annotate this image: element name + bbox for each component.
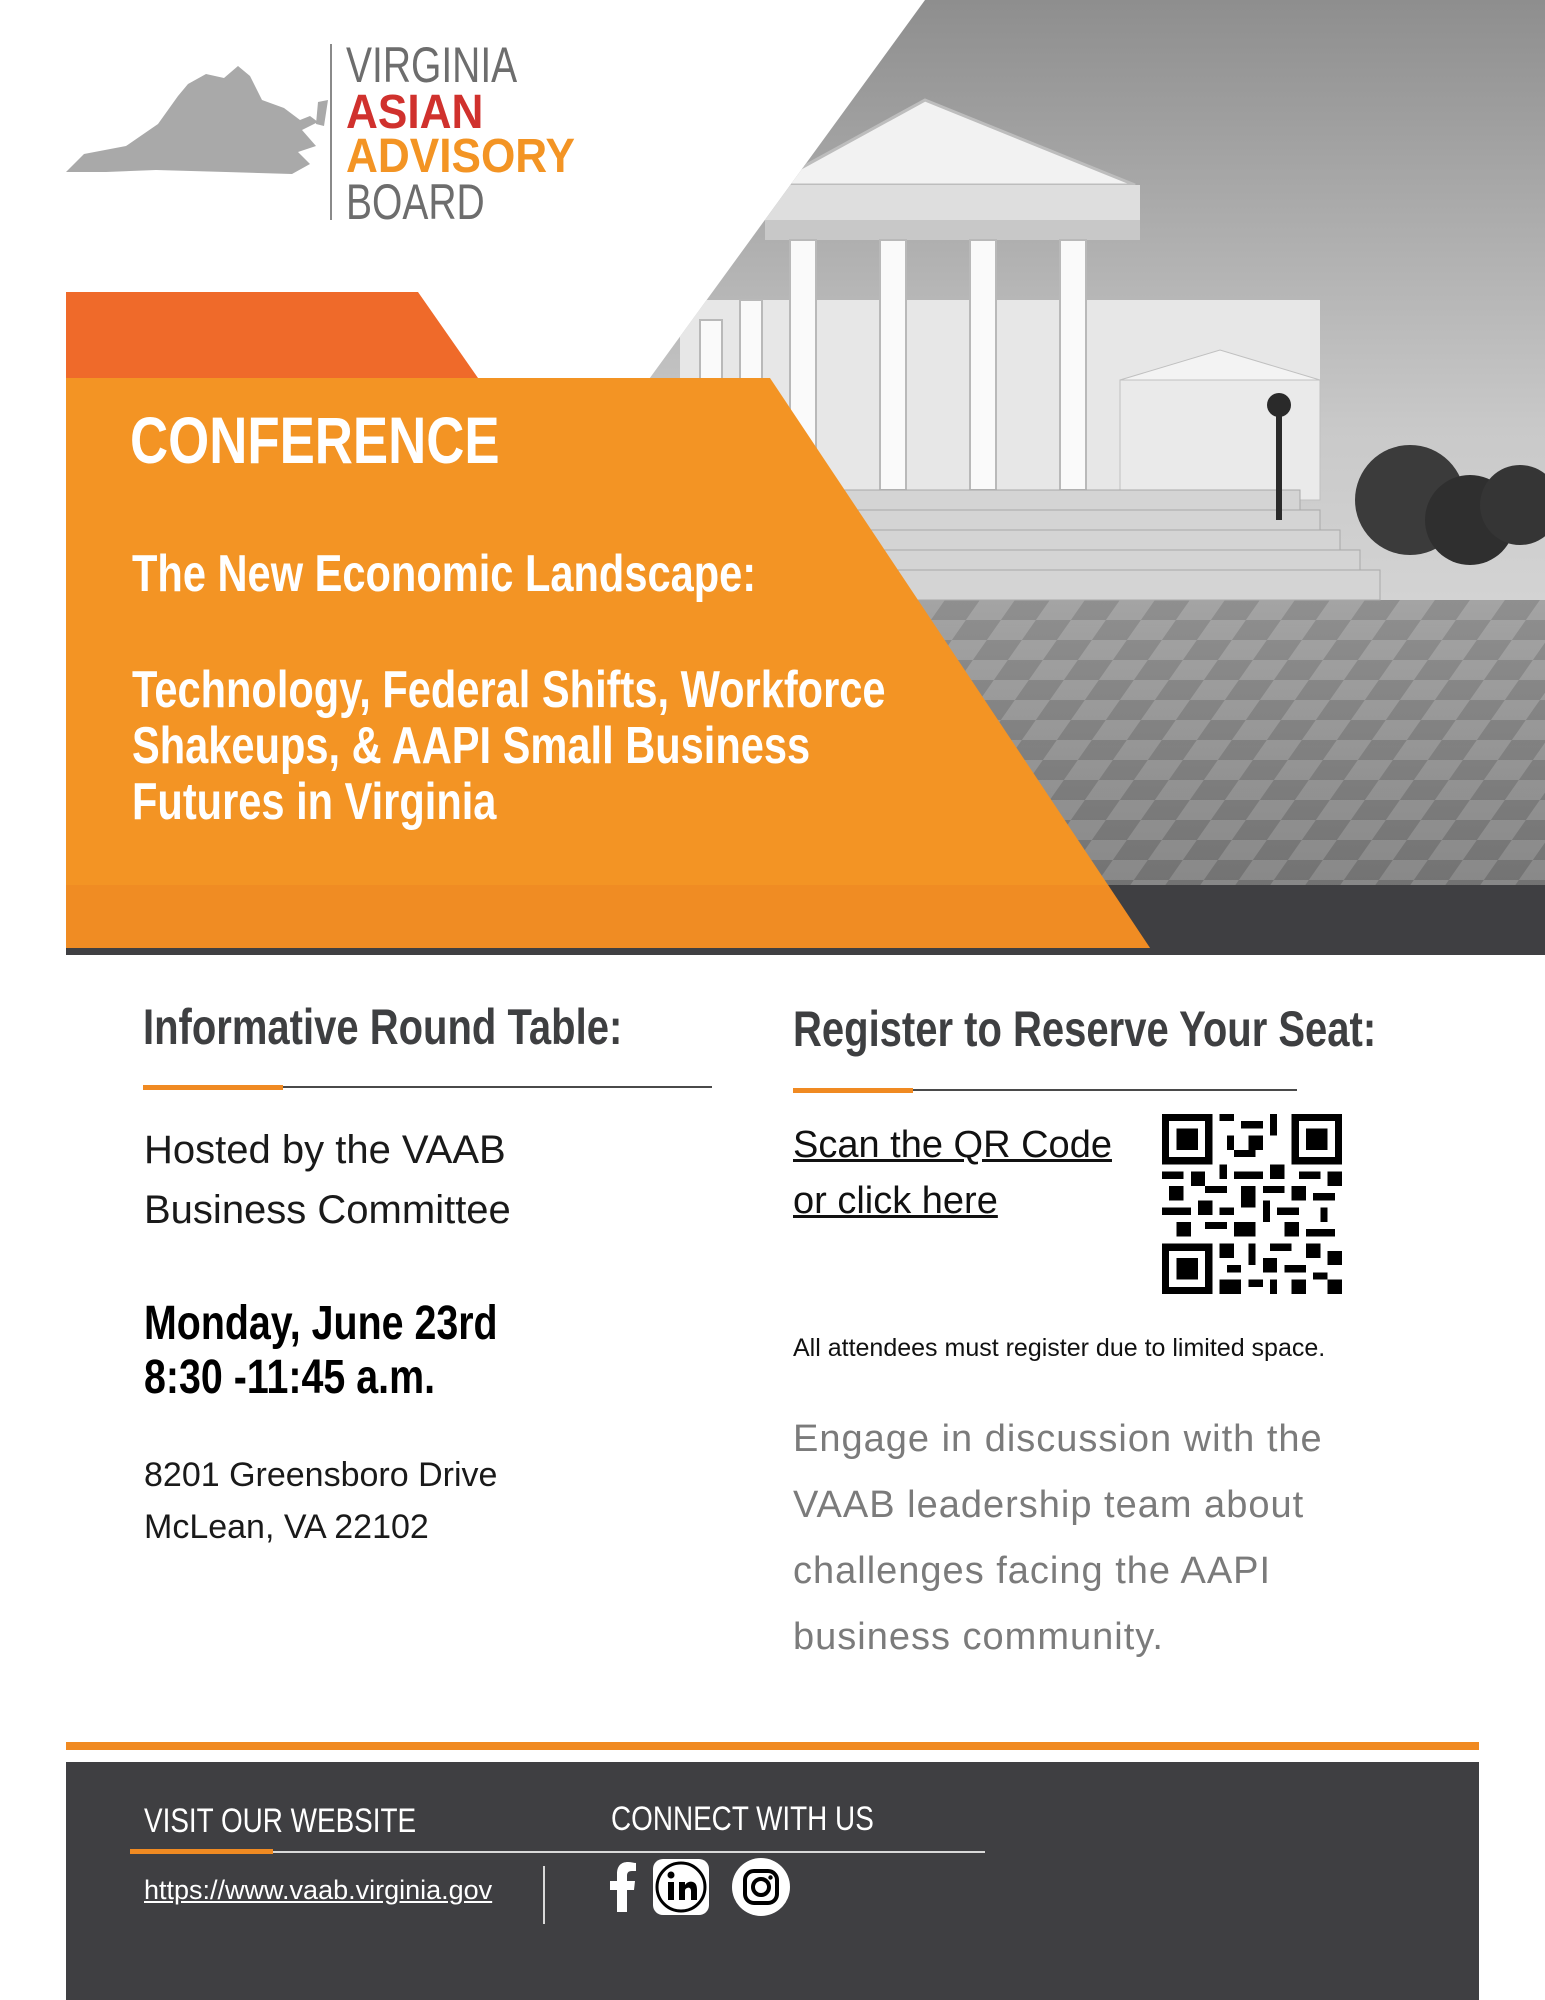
roundtable-heading: Informative Round Table: (143, 999, 623, 1055)
instagram-icon[interactable] (730, 1856, 792, 1918)
host-line: Hosted by the VAAB (144, 1128, 506, 1172)
footer-rule-accent (130, 1849, 273, 1854)
registration-notice: All attendees must register due to limited space. (793, 1334, 1326, 1362)
visit-website-label: VISIT OUR WEBSITE (144, 1802, 417, 1840)
logo-text-board: BOARD (346, 174, 485, 230)
address-line: 8201 Greensboro Drive (144, 1456, 498, 1494)
event-date: Monday, June 23rd (144, 1297, 498, 1350)
register-link[interactable]: or click here (793, 1180, 998, 1222)
engage-line: Engage in discussion with the (793, 1418, 1323, 1460)
footer-accent-bar (66, 1742, 1479, 1750)
conference-subtitle: The New Economic Landscape: (132, 545, 757, 603)
roundtable-rule-accent (143, 1085, 283, 1090)
engage-line: VAAB leadership team about (793, 1484, 1305, 1526)
conference-label: CONFERENCE (130, 403, 500, 477)
conference-title-line: Shakeups, & AAPI Small Business (132, 717, 811, 775)
virginia-state-map-icon (66, 62, 328, 176)
conference-title-line: Futures in Virginia (132, 773, 497, 831)
conference-title-line: Technology, Federal Shifts, Workforce (132, 661, 886, 719)
logo-divider (330, 44, 332, 220)
logo-text-virginia: VIRGINIA (346, 37, 518, 93)
website-link[interactable]: https://www.vaab.virginia.gov (144, 1875, 493, 1905)
logo-text-asian: ASIAN (346, 86, 484, 139)
register-rule-accent (793, 1088, 913, 1093)
event-time: 8:30 -11:45 a.m. (144, 1351, 436, 1404)
register-link[interactable]: Scan the QR Code (793, 1124, 1112, 1166)
engage-line: business community. (793, 1616, 1164, 1658)
engage-line: challenges facing the AAPI (793, 1550, 1272, 1592)
host-line: Business Committee (144, 1188, 511, 1232)
footer-divider (543, 1866, 545, 1924)
connect-label: CONNECT WITH US (611, 1800, 874, 1838)
linkedin-icon[interactable] (652, 1858, 710, 1916)
address-line: McLean, VA 22102 (144, 1508, 429, 1546)
qr-code-icon[interactable] (1162, 1114, 1342, 1294)
facebook-icon[interactable] (608, 1862, 638, 1912)
logo-text-advisory: ADVISORY (346, 130, 576, 183)
register-heading: Register to Reserve Your Seat: (793, 1001, 1377, 1057)
